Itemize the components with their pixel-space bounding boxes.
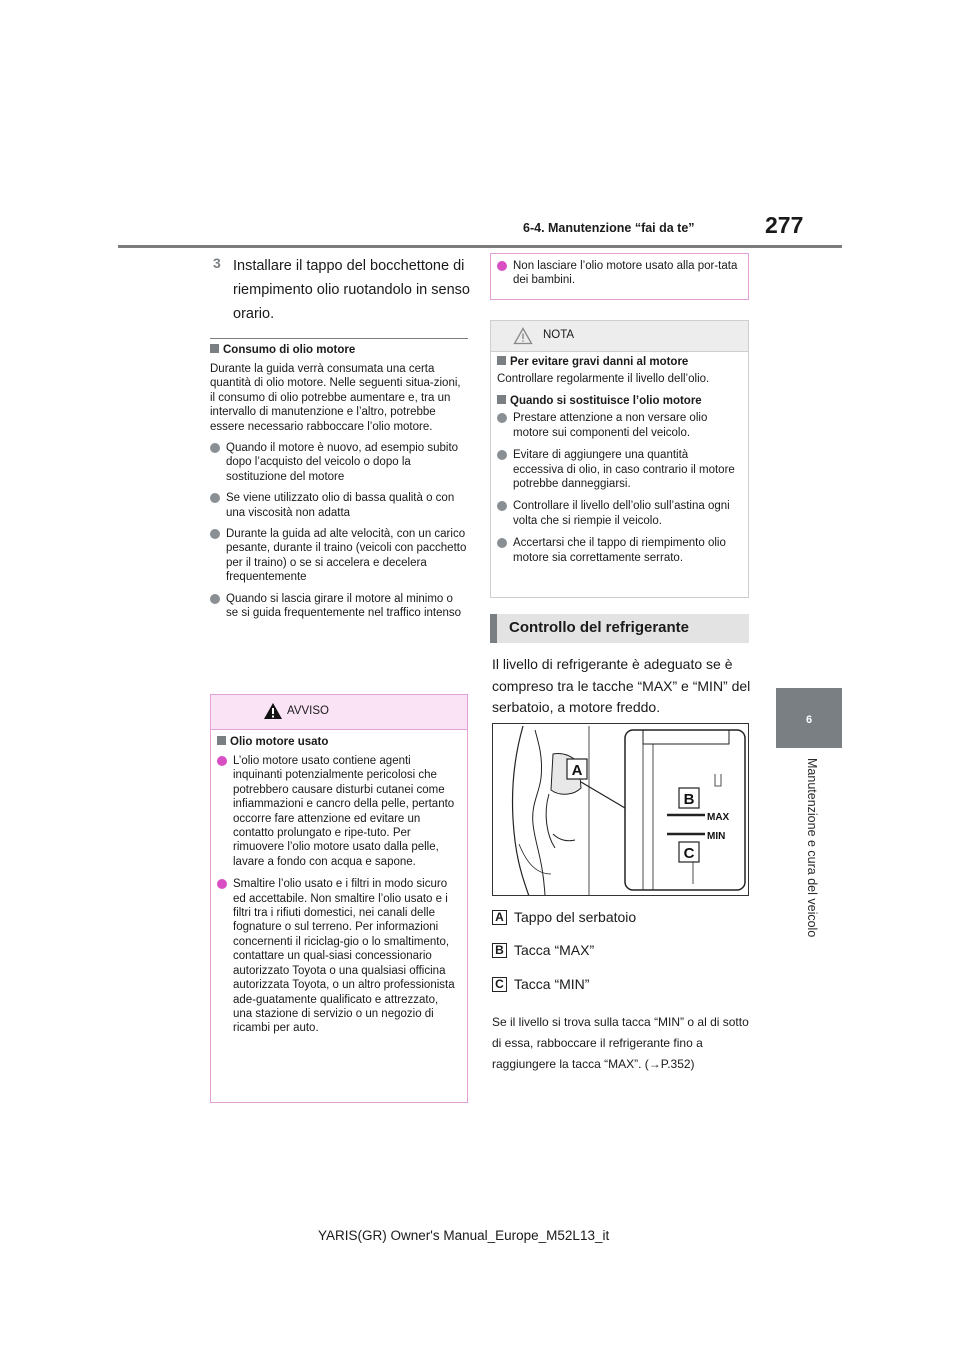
max-mark-label: MAX	[707, 812, 730, 823]
list-item: Controllare il livello dell’olio sull’astina ogni volta che si riempie il veicolo.	[497, 499, 740, 528]
coolant-refill-note: Se il livello si trova sulla tacca “MIN” o al di sotto di essa, rabboccare il refrigerante fino a raggiungere la tacca “MAX”. (→P.352)	[492, 1015, 749, 1071]
caution-triangle-icon	[513, 327, 533, 345]
kids-warning-box	[490, 253, 749, 300]
circle-bullet-icon	[217, 756, 227, 766]
legend-text-c: Tacca “MIN”	[514, 976, 590, 992]
note-subtitle-1: Per evitare gravi danni al motore	[497, 356, 740, 368]
manual-footer: YARIS(GR) Owner's Manual_Europe_M52L13_it	[318, 1228, 610, 1243]
circle-bullet-icon	[217, 879, 227, 889]
legend-text-b: Tacca “MAX”	[514, 942, 595, 958]
list-item: L’olio motore usato contiene agenti inquinanti potenzialmente pericolosi che potrebbero causare disturbi cutanei come infiammazioni e cancro della pelle, pertanto occorre fare attenzione ed evitare un contatto prolungato e ripe-tuto. Per rimuovere l’olio motore usato dalla pelle, lavare a fondo con acqua e sapone.	[217, 754, 459, 869]
chapter-number: 6	[805, 714, 813, 726]
list-item: Se viene utilizzato olio di bassa qualità o con una viscosità non adatta	[210, 491, 468, 520]
square-bullet-icon	[210, 344, 219, 353]
square-bullet-icon	[497, 356, 506, 365]
square-bullet-icon	[497, 395, 506, 404]
page-number: 277	[765, 212, 804, 238]
header-divider	[118, 245, 842, 248]
circle-bullet-icon	[210, 443, 220, 453]
callout-b-label: B	[683, 791, 695, 808]
square-bullet-icon	[217, 736, 226, 745]
warning-box	[210, 694, 468, 1103]
note-subtitle-2: Quando si sostituisce l’olio motore	[497, 395, 740, 407]
note-text: Controllare regolarmente il livello dell’olio.	[497, 373, 710, 385]
note-header	[491, 321, 748, 352]
coolant-intro: Il livello di refrigerante è adeguato se è compreso tra le tacche “MAX” e “MIN” del serbatoio, a motore freddo.	[492, 656, 751, 715]
coolant-reservoir-illustration	[492, 723, 749, 896]
list-item: Accertarsi che il tappo di riempimento olio motore sia correttamente serrato.	[497, 536, 740, 565]
legend-text-a: Tappo del serbatoio	[514, 909, 637, 925]
section-title: 6-4. Manutenzione “fai da te”	[523, 221, 695, 235]
warning-header	[211, 695, 467, 730]
reservoir-drawing	[493, 724, 749, 896]
list-item: Quando il motore è nuovo, ad esempio subito dopo l’acquisto del veicolo o dopo la sostituzione del motore	[210, 441, 468, 484]
note-box	[490, 320, 749, 598]
warning-subtitle: Olio motore usato	[217, 736, 459, 748]
note-title: NOTA	[543, 329, 575, 341]
chapter-label: Manutenzione e cura del veicolo	[805, 758, 819, 938]
warning-title: AVVISO	[287, 705, 329, 717]
step-text: Installare il tappo del bocchettone di riempimento olio ruotandolo in senso orario.	[233, 258, 470, 322]
coolant-section-header	[490, 614, 749, 643]
oil-consumption-intro: Durante la guida verrà consumata una certa quantità di olio motore. Nelle seguenti situa-zioni, il consumo di olio potrebbe aumentare e, tra un intervallo di manutenzione e l’altro, potrebbe essere necessario rabboccare l’olio motore.	[210, 363, 461, 433]
circle-bullet-icon	[497, 413, 507, 423]
circle-bullet-icon	[210, 493, 220, 503]
circle-bullet-icon	[497, 261, 507, 271]
legend-key-b: B	[492, 943, 507, 958]
callout-a-label: A	[571, 762, 583, 779]
callout-c-label: C	[683, 845, 695, 862]
min-mark-label: MIN	[707, 831, 726, 842]
section-divider	[210, 338, 468, 339]
coolant-section-title: Controllo del refrigerante	[509, 619, 690, 636]
legend-key-c: C	[492, 977, 507, 992]
circle-bullet-icon	[497, 538, 507, 548]
list-item: Quando si lascia girare il motore al minimo o se si guida frequentemente nel traffico intenso	[210, 592, 468, 621]
circle-bullet-icon	[210, 529, 220, 539]
list-item: Evitare di aggiungere una quantità eccessiva di olio, in caso contrario il motore potrebbe danneggiarsi.	[497, 448, 740, 491]
circle-bullet-icon	[497, 501, 507, 511]
warning-triangle-icon	[263, 702, 283, 720]
circle-bullet-icon	[497, 450, 507, 460]
step-number: 3	[213, 255, 221, 271]
oil-consumption-section	[210, 344, 468, 621]
oil-consumption-heading: Consumo di olio motore	[210, 344, 468, 356]
legend-key-a: A	[492, 910, 507, 925]
list-item: Prestare attenzione a non versare olio motore sui componenti del veicolo.	[497, 411, 740, 440]
list-item: Smaltire l’olio usato e i filtri in modo sicuro ed accettabile. Non smaltire l’olio usato e i filtri tra i rifiuti domestici, nei canali delle fognature o sul terreno. Per informazioni concernenti il riciclag-gio o lo smaltimento, contattare un qual-siasi concessionario autorizzato Toyota o una qualsiasi officina autorizzata Toyota, o un altro professionista ade-guatamente qualificato e attrezzato, una stazione di servizio o un negozio di ricambi per auto.	[217, 877, 459, 1035]
circle-bullet-icon	[210, 594, 220, 604]
list-item: Non lasciare l’olio motore usato alla por-tata dei bambini.	[497, 259, 742, 288]
list-item: Durante la guida ad alte velocità, con un carico pesante, durante il traino (veicoli con pacchetto per il traino) o se si accelera e decelera frequentemente	[210, 527, 468, 585]
